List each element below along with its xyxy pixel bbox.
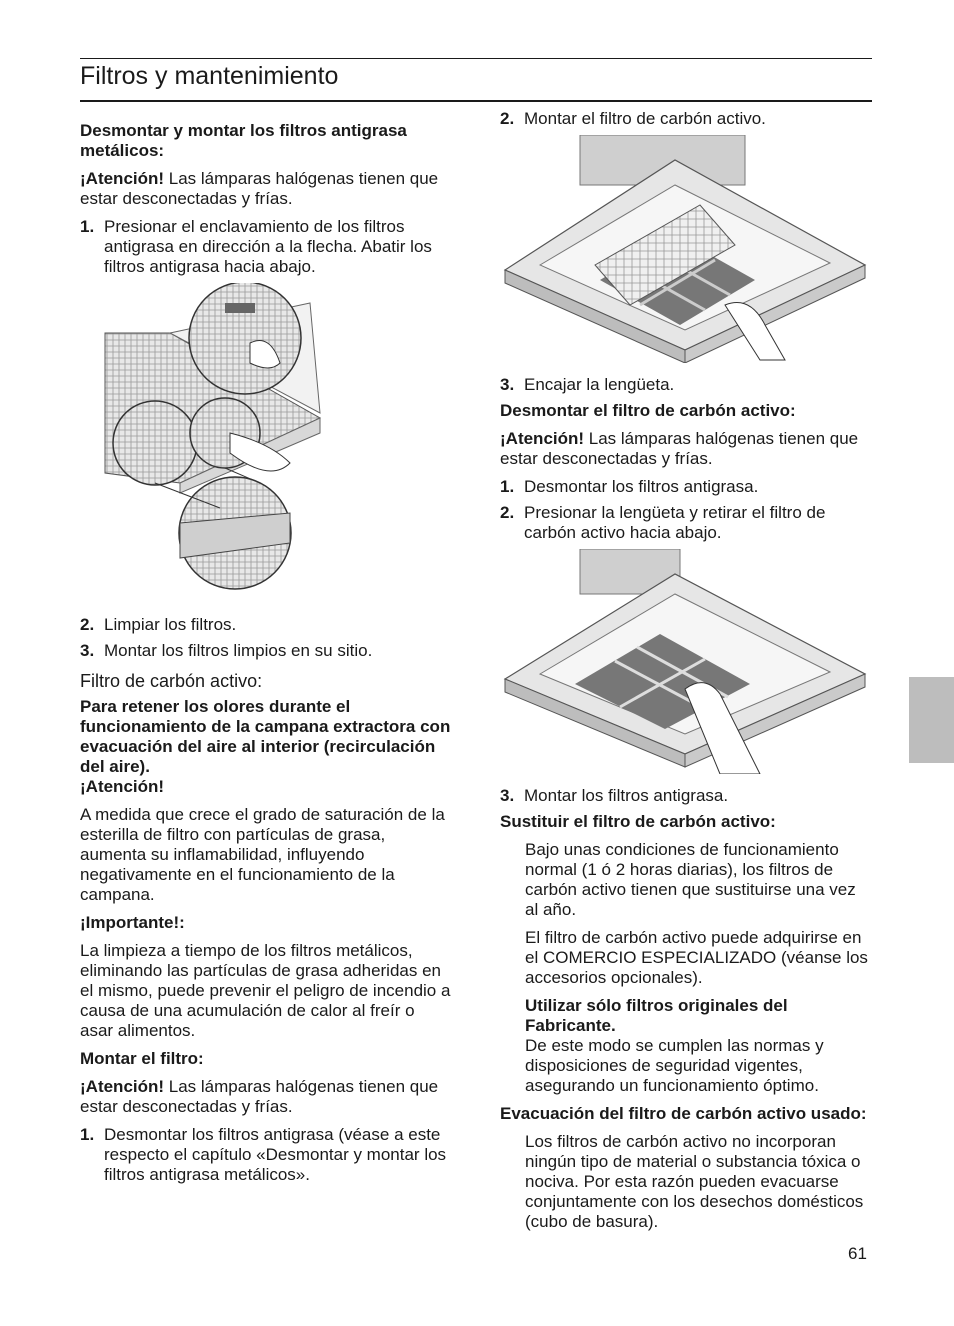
left-column bbox=[80, 121, 452, 1191]
saturation-paragraph: A medida que crece el grado de saturación de la esterilla de filtro con partículas de grasa, aumenta su inflamabilidad, influyendo negativamente en el funcionamiento de la campana. bbox=[80, 805, 445, 904]
section-title-carbon-filter: Filtro de carbón activo: bbox=[80, 671, 263, 691]
attention-note-2: ¡Atención! Las lámparas halógenas tienen que estar desconectadas y frías. bbox=[80, 1077, 439, 1116]
header-rule-bottom bbox=[80, 100, 872, 102]
step-item: 2. Montar el filtro de carbón activo. bbox=[500, 109, 766, 128]
chapter-tab bbox=[909, 677, 954, 763]
right-column bbox=[500, 109, 872, 1240]
remove-carbon-filter-heading: Desmontar el filtro de carbón activo: bbox=[500, 401, 796, 420]
heading-remove-grease-filters: Desmontar y montar los filtros antigrasa metálicos: bbox=[80, 121, 407, 160]
step-item: 1. Presionar el enclavamiento de los filtros antigrasa en dirección a la flecha. Abatir los filtros antigrasa hacia abajo. bbox=[80, 217, 432, 276]
page-number: 61 bbox=[848, 1244, 867, 1263]
install-carbon-filter-illustration bbox=[500, 135, 872, 363]
disposal-heading: Evacuación del filtro de carbón activo usado: bbox=[500, 1104, 867, 1123]
recirculation-attention: ¡Atención! bbox=[80, 777, 165, 796]
disposal-paragraph: Los filtros de carbón activo no incorporan ningún tipo de material o substancia tóxica o nociva. Por esta razón pueden evacuarse conjuntamente con los desechos domésticos (cubo de basura). bbox=[525, 1132, 864, 1231]
attention-note-1: ¡Atención! Las lámparas halógenas tienen que estar desconectadas y frías. bbox=[80, 169, 439, 208]
replace-paragraph-2: El filtro de carbón activo puede adquirirse en el COMERCIO ESPECIALIZADO (véanse los accesorios opcionales). bbox=[525, 928, 868, 987]
step-item: 1. Desmontar los filtros antigrasa (véase a este respecto el capítulo «Desmontar y montar los filtros antigrasa metálicos». bbox=[80, 1125, 447, 1184]
recirculation-note: Para retener los olores durante el funcionamiento de la campana extractora con evacuación del aire al interior (recirculación del aire). bbox=[80, 697, 451, 776]
grease-filter-illustration bbox=[80, 283, 452, 603]
replace-paragraph-1: Bajo unas condiciones de funcionamiento normal (1 ó 2 horas diarias), los filtros de carbón activo tienen que sustituirse una vez al año. bbox=[525, 840, 856, 919]
step-item: 3. Montar los filtros antigrasa. bbox=[500, 786, 729, 805]
important-heading: ¡Importante!: bbox=[80, 913, 185, 932]
cleaning-paragraph: La limpieza a tiempo de los filtros metálicos, eliminando las partículas de grasa adheridas en el mismo, puede prevenir el peligro de incendio a causa de una acumulación de calor al freír o asar alimentos. bbox=[80, 941, 451, 1040]
step-item: 3. Encajar la lengüeta. bbox=[500, 375, 675, 394]
attention-note-3: ¡Atención! Las lámparas halógenas tienen que estar desconectadas y frías. bbox=[500, 429, 859, 468]
step-item: 1. Desmontar los filtros antigrasa. bbox=[500, 477, 759, 496]
step-item: 3. Montar los filtros limpios en su sitio. bbox=[80, 641, 373, 660]
mount-filter-heading: Montar el filtro: bbox=[80, 1049, 204, 1068]
remove-carbon-filter-illustration bbox=[500, 549, 872, 774]
step-item: 2. Limpiar los filtros. bbox=[80, 615, 237, 634]
replace-carbon-filter-heading: Sustituir el filtro de carbón activo: bbox=[500, 812, 776, 831]
page-title: Filtros y mantenimiento bbox=[80, 62, 339, 90]
header-rule-top bbox=[80, 58, 872, 59]
step-item: 2. Presionar la lengüeta y retirar el filtro de carbón activo hacia abajo. bbox=[500, 503, 826, 542]
replace-paragraph-3: Utilizar sólo filtros originales del Fabricante. De este modo se cumplen las normas y disposiciones de seguridad vigentes, asegurando un funcionamiento óptimo. bbox=[525, 996, 824, 1095]
